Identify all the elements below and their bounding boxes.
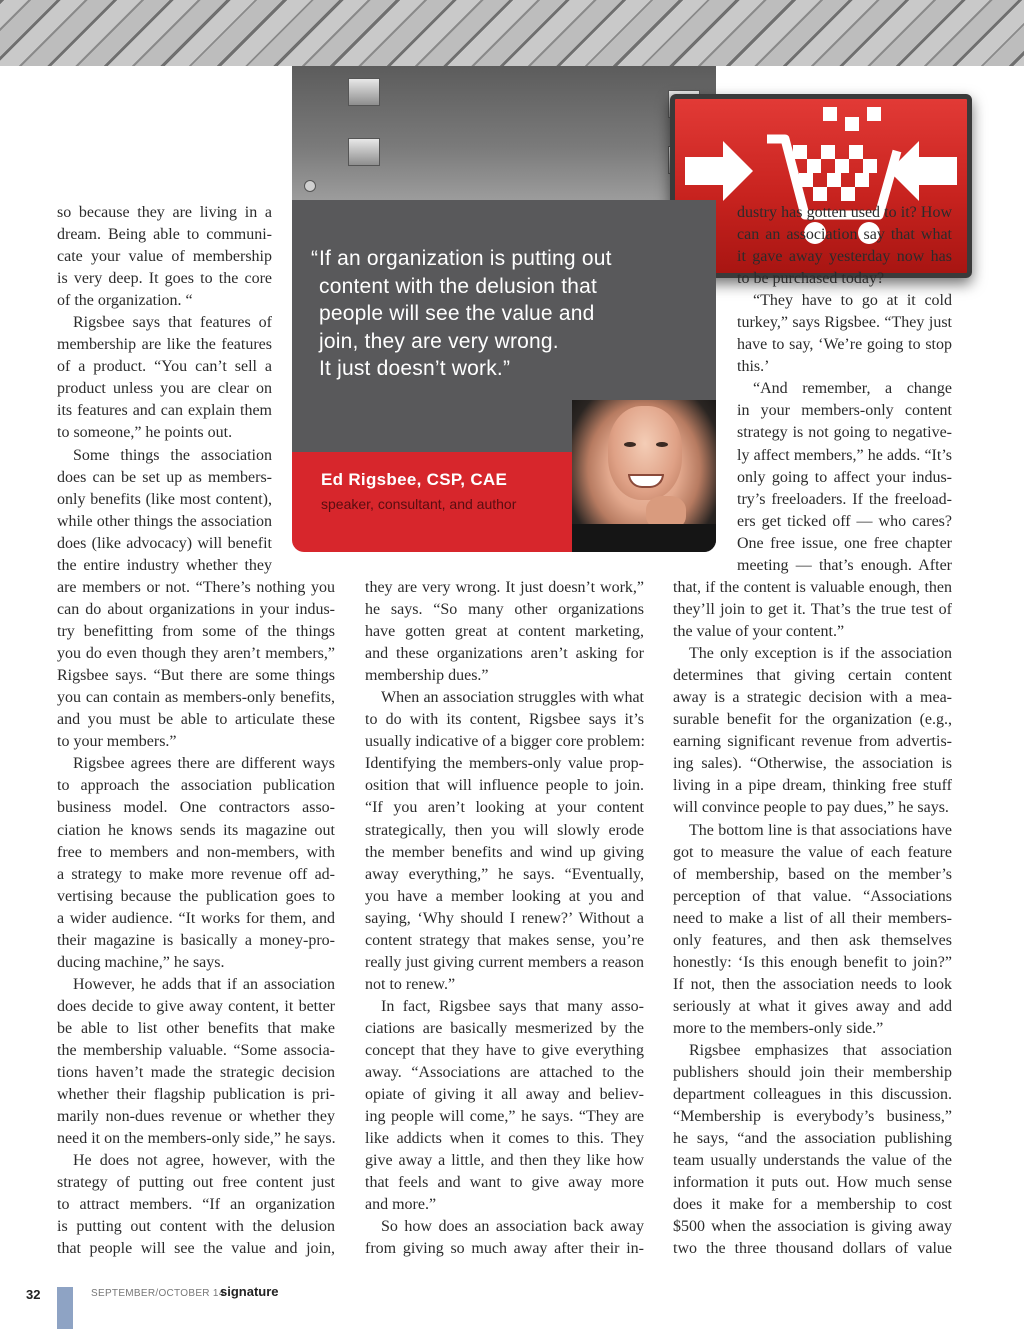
text-line: team usually understands the value of the (673, 1152, 952, 1170)
text-line: does decide to give away content, it better (57, 997, 335, 1015)
text-line: he says. “So many other organizations (365, 601, 644, 619)
text-line: got to measure the value of each feature (673, 843, 952, 861)
text-line: you do even though they aren’t members,” (57, 645, 335, 663)
text-line: Identifying the members-only value prop- (365, 755, 644, 773)
photo-shirt (572, 524, 716, 552)
text-line: he says, “and the association publishing (673, 1130, 952, 1148)
text-line: is very deep. It goes to the core (57, 270, 272, 288)
text-line: department colleagues in this discussion. (673, 1086, 952, 1104)
text-line: living in a pipe dream, thinking free stuff (673, 777, 952, 795)
text-line: information it puts out. How much sense (673, 1174, 952, 1192)
text-line: The only exception is if the association (689, 645, 952, 663)
pull-quote-line: join, they are very wrong. (319, 329, 559, 353)
text-line: tions haven’t made the strategic decision (57, 1064, 335, 1082)
text-line: strategy of putting out free content just (57, 1174, 335, 1192)
text-line: you can contain as members-only benefits, (57, 689, 335, 707)
text-line: are members or not. “There’s nothing you (57, 579, 335, 596)
text-line: so because they are living in a (57, 204, 272, 221)
quote-mark: “ (311, 247, 319, 270)
footer-accent-bar (57, 1287, 73, 1329)
hero-image (292, 66, 716, 200)
text-line: that, if the content is valuable enough, then (673, 579, 952, 596)
text-line: whether their flagship publication is pri- (57, 1086, 335, 1104)
text-line: surable benefit for the organization (e.g., (673, 711, 952, 729)
text-line: the membership valuable. “Some associa- (57, 1041, 335, 1059)
text-line: perception of that value. “Associations (673, 887, 952, 905)
text-line: usually indicative of a bigger core problem: (365, 733, 645, 751)
issue-date: SEPTEMBER/OCTOBER 14 (91, 1288, 225, 1299)
text-line: “Membership is everybody’s business,” (673, 1108, 952, 1126)
text-line: and more.” (365, 1196, 437, 1214)
text-line: to your members.” (57, 733, 177, 751)
text-line: not to renew.” (365, 975, 456, 993)
text-line: the member benefits and wind up giving (365, 843, 644, 861)
text-line: honestly: ‘Is this enough benefit to join?” (673, 953, 952, 971)
text-line: ly affect members,” he adds. “It’s (737, 446, 952, 464)
text-line: they are very wrong. It just doesn’t work,” (365, 579, 644, 596)
text-line: really just giving current members a reason (365, 953, 644, 971)
text-line: can do about organizations in your indus- (57, 601, 335, 619)
text-line: “If you aren’t looking at your content (365, 799, 644, 817)
column-2 (365, 577, 644, 1260)
text-line: to approach the association publication (57, 777, 335, 795)
text-line: membership dues.” (365, 667, 489, 685)
text-line: the entire industry whether they (57, 556, 272, 574)
text-line: strategy is not going to negative- (737, 424, 952, 442)
text-line: Rigsbee says that features of (73, 314, 272, 332)
text-line: strategically, then you will slowly erode (365, 821, 644, 839)
text-line: give away a little, and then they like how (365, 1152, 644, 1170)
text-line: try benefitting from some of the things (57, 623, 335, 641)
text-line: of membership, based on the member’s (673, 865, 952, 883)
text-line: they’ll join to get it. That’s the true test of (673, 601, 952, 619)
text-line: need to make a list of all their members- (673, 909, 952, 927)
text-line: their magazine is basically a money-pro- (57, 931, 335, 949)
text-line: concept that they have to give everything (365, 1041, 644, 1059)
text-line: vertising because the publication goes to (57, 887, 335, 905)
text-line: you have a member looking at you and (365, 887, 644, 905)
column-1-top (57, 202, 272, 577)
text-line: the value of your content.” (673, 623, 845, 641)
photo-eye (624, 442, 636, 447)
column-3-top (737, 202, 952, 577)
text-line: more to the members-only side.” (673, 1019, 884, 1037)
text-line: be able to list other benefits that make (57, 1019, 335, 1037)
text-line: $500 when the association is giving away (673, 1218, 952, 1236)
text-line: that people will see the value and join, (57, 1240, 335, 1258)
text-line: marily non-dues revenue or whether they (57, 1108, 335, 1126)
text-line: to attract members. “If an organization (57, 1196, 335, 1214)
text-line: If not, then the association needs to look (673, 975, 952, 993)
speaker-name: Ed Rigsbee, CSP, CAE (321, 470, 508, 489)
text-line: of the organization. “ (57, 292, 193, 310)
text-line: does can be set up as members- (57, 468, 272, 486)
text-line: like addicts when it comes to this. They (365, 1130, 644, 1148)
text-line: try’s freeloaders. If the freeload- (737, 490, 952, 508)
text-line: “And remember, a change (753, 380, 952, 398)
text-line: two the three thousand dollars of value (673, 1240, 952, 1258)
text-line: have gotten great at content marketing, (365, 623, 644, 641)
magazine-name: signature (220, 1284, 279, 1299)
text-line: have to say, ‘We’re going to stop (737, 336, 952, 354)
text-line: Rigsbee says. “But there are some things (57, 667, 335, 685)
column-3-bottom (673, 577, 952, 1260)
text-line: it gave away yesterday now has (737, 248, 952, 266)
text-line: a wider audience. “It works for them, and (57, 909, 335, 927)
text-line: Rigsbee agrees there are different ways (73, 755, 335, 773)
text-line: dustry has gotten used to it? How (737, 204, 952, 221)
text-line: ing sales). “Otherwise, the association is (673, 755, 952, 773)
text-line: and these organizations aren’t asking for (365, 645, 644, 663)
text-line: ducing machine,” he says. (57, 953, 225, 971)
speaker-photo (572, 400, 716, 552)
text-line: So how does an association back away (381, 1218, 644, 1236)
text-line: osition that will influence people to join. (365, 777, 644, 795)
text-line: while other things the association (57, 512, 272, 530)
text-line: to someone,” he points out. (57, 424, 233, 442)
text-line: “They have to go at it cold (753, 292, 952, 310)
sign-bracket (348, 138, 380, 166)
text-line: from giving so much away after their in- (365, 1240, 644, 1258)
text-line: One free issue, one free chapter (737, 534, 952, 552)
text-line: away everything,” he says. “Eventually, (365, 865, 644, 883)
pull-quote (311, 245, 679, 383)
sign-bracket (348, 78, 380, 106)
pull-quote-line: content with the delusion that (319, 274, 598, 298)
text-line: seriously at what it gives away and add (673, 997, 952, 1015)
text-line: need it on the members-only side,” he says. (57, 1130, 336, 1148)
text-line: dream. Being able to communi- (57, 226, 272, 244)
text-line: will convince people to pay dues,” he says. (673, 799, 949, 817)
text-line: that feels and want to give away more (365, 1174, 644, 1192)
text-line: However, he adds that if an association (73, 975, 335, 993)
text-line: only benefits (like most content), (57, 490, 272, 508)
text-line: Rigsbee emphasizes that association (689, 1041, 952, 1059)
text-line: its features and can explain them (57, 402, 272, 420)
text-line: meeting — that’s enough. After (737, 556, 952, 574)
text-line: ciation he knows sends its magazine out (57, 821, 335, 839)
text-line: business model. One contractors asso- (57, 799, 335, 817)
screw-icon (304, 180, 316, 192)
text-line: and you must be able to articulate these (57, 711, 335, 729)
speaker-role: speaker, consultant, and author (321, 496, 517, 512)
text-line: can an association say that what (737, 226, 952, 244)
text-line: only going to affect your indus- (737, 468, 952, 486)
text-line: ciations are basically mesmerized by the (365, 1019, 644, 1037)
text-line: does (like advocacy) will benefit (57, 534, 272, 552)
text-line: is putting out content with the delusion (57, 1218, 335, 1236)
text-line: membership are like the features (57, 336, 272, 354)
photo-eye (656, 442, 668, 447)
text-line: free to members and non-members, with (57, 843, 335, 861)
text-line: The bottom line is that associations have (689, 821, 952, 839)
text-line: only features, and then ask themselves (673, 931, 952, 949)
pull-quote-line: It just doesn’t work.” (319, 357, 511, 380)
header-background-image (0, 0, 1024, 66)
text-line: to do with its content, Rigsbee says it’s (365, 711, 644, 729)
text-line: this.’ (737, 358, 770, 376)
text-line: of a product. “You can’t sell a (57, 358, 272, 376)
text-line: away is a strategic decision with a mea- (673, 689, 952, 707)
pull-quote-line: people will see the value and (319, 302, 595, 325)
text-line: away. “Associations are attached to the (365, 1064, 644, 1082)
text-line: Some things the association (73, 446, 272, 464)
page-number: 32 (26, 1287, 41, 1302)
pull-quote-line: If an organization is putting out (319, 247, 612, 270)
text-line: does it make for a membership to cost (673, 1196, 952, 1214)
text-line: saying, ‘Why should I renew?’ Without a (365, 909, 644, 927)
text-line: content strategy that makes sense, you’re (365, 931, 644, 949)
text-line: He does not agree, however, with the (73, 1152, 335, 1170)
text-line: determines that giving certain content (673, 667, 952, 685)
text-line: ing people will come,” he says. “They are (365, 1108, 644, 1126)
text-line: ers get ticked off — who cares? (737, 512, 952, 530)
text-line: publishers should join their membership (673, 1064, 952, 1082)
text-line: cate your value of membership (57, 248, 272, 266)
text-line: a strategy to make more revenue off ad- (57, 865, 335, 883)
text-line: product unless you are clear on (57, 380, 272, 398)
text-line: in your members-only content (737, 402, 952, 420)
text-line: opiate of giving it all away and believ- (365, 1086, 644, 1104)
text-line: In fact, Rigsbee says that many asso- (381, 997, 644, 1015)
text-line: to be purchased today? (737, 270, 885, 288)
text-line: earning significant revenue from advertis- (673, 733, 952, 751)
column-1-bottom (57, 577, 335, 1260)
text-line: When an association struggles with what (381, 689, 644, 707)
text-line: turkey,” says Rigsbee. “They just (737, 314, 952, 332)
